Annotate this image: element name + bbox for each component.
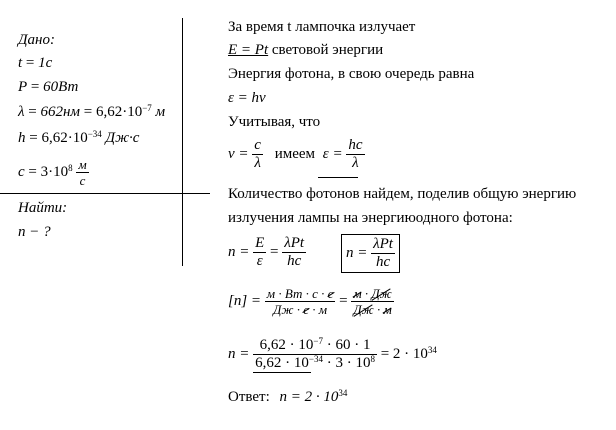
solution-line-3: Энергия фотона, в свою очередь равна bbox=[228, 66, 475, 82]
solution-photon-count-formula: n = $\frac{E}{\varepsilon}$ = $\frac{\text{λPt}}{hc}$ bbox=[228, 235, 305, 269]
solution-photon-energy: ε = hν bbox=[228, 90, 266, 106]
solution-frequency-relation: ν = $\frac{c}{\lambda}$ имеем ε = $\frac{hc}{\lambda}$ bbox=[228, 137, 363, 171]
find-title: Найти: bbox=[18, 200, 68, 216]
given-light-speed: $c = 3\cdot 10^8$ $\frac{м}{с}$ bbox=[18, 157, 87, 188]
solution-line-1: За время t лампочка излучает bbox=[228, 19, 416, 35]
solution-line-8: излучения лампы на энергиюодного фотона: bbox=[228, 210, 513, 226]
given-horizontal-divider bbox=[0, 193, 210, 194]
find-item: n − ? bbox=[18, 224, 51, 240]
given-title: Дано: bbox=[18, 32, 55, 48]
solution-line-5: Учитывая, что bbox=[228, 114, 321, 130]
solution-line-7: Количество фотонов найдем, поделив общую энергию bbox=[228, 186, 577, 202]
underline-frequency-relation bbox=[318, 177, 358, 178]
boxed-final-formula: n = $\frac{\text{λPt}}{hc}$ bbox=[341, 234, 400, 273]
given-vertical-divider bbox=[182, 18, 183, 266]
solution-line-2: E = Pt световой энергии bbox=[228, 42, 384, 58]
light-speed-unit: $\frac{м}{с}$ bbox=[78, 157, 87, 188]
given-planck: $h = 6,62\cdot 10^{-34}$ Дж·с bbox=[18, 129, 140, 146]
given-power: P = 60Вт bbox=[18, 79, 79, 95]
given-wavelength: $\lambda = 662нм = 6,62\cdot 10^{-7}$ м bbox=[18, 103, 166, 120]
solution-numeric-calculation: n = $\frac{6,62 \cdot 10^{-7} \cdot 60 \cdot 1}{6,62 \cdot 10^{-34} \cdot 3 \cdot 10^8}$ = $2 \cdot 10^{34}$ bbox=[228, 336, 437, 371]
solution-units-check: [n] = $\frac{м \cdot Вт \cdot с \cdot с}{Дж \cdot с \cdot м}$ = $\frac{м \cdot Дж}{Дж \cdot м}$ bbox=[228, 286, 392, 317]
solution-answer: Ответ: $n = 2 \cdot 10^{34}$ bbox=[228, 388, 348, 405]
given-t: t = 1с bbox=[18, 55, 53, 71]
